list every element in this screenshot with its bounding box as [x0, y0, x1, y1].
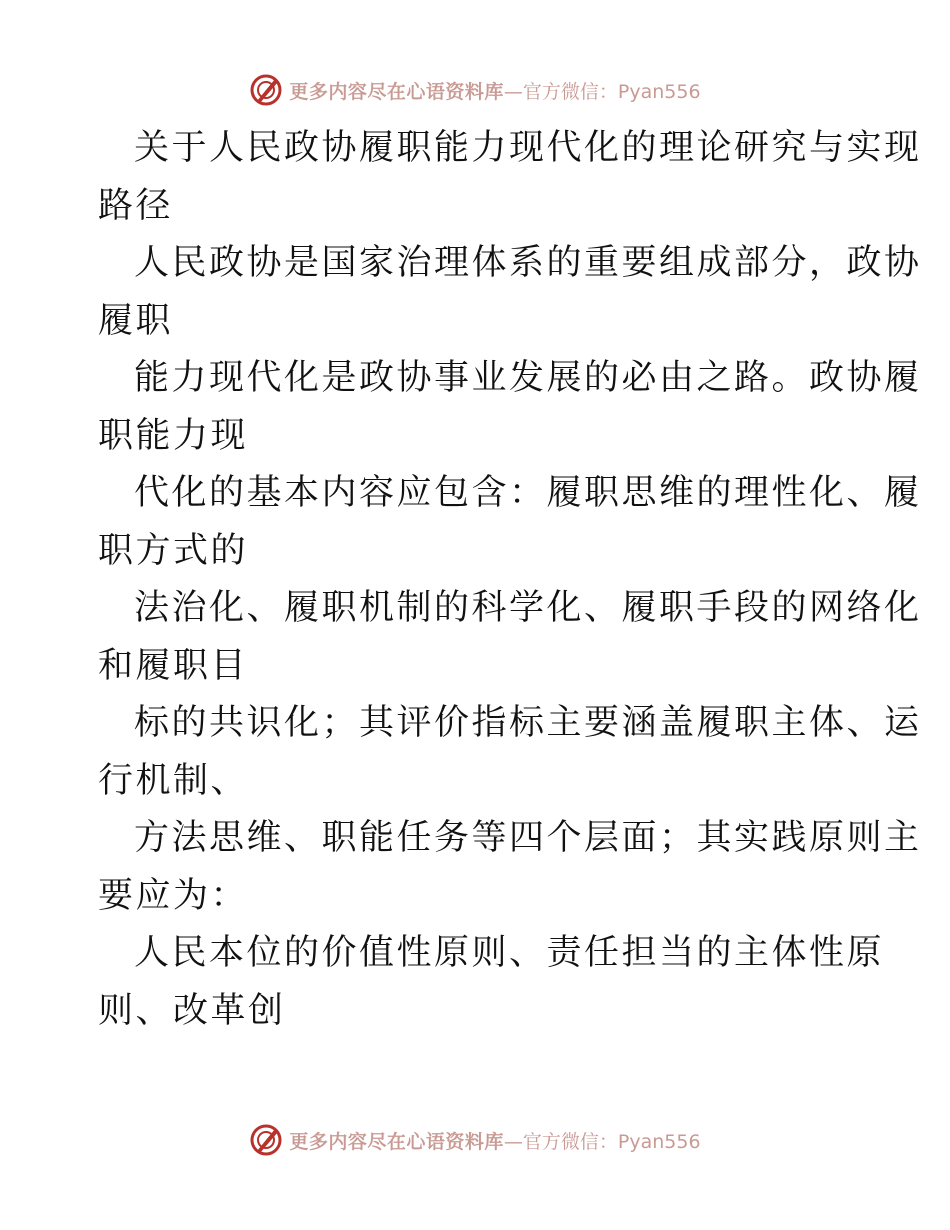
- paragraph-line: 职能力现: [98, 415, 249, 456]
- paragraph-line: 要应为：: [98, 875, 249, 916]
- paragraph-line: 标的共识化；其评价指标主要涵盖履职主体、运: [134, 703, 922, 743]
- paragraph-line: 职方式的: [98, 530, 249, 571]
- title-line-2: 路径: [98, 185, 174, 226]
- paragraph-line: 能力现代化是政协事业发展的必由之路。政协履: [134, 358, 922, 398]
- wechat-text: —官方微信：Pyan556: [503, 1130, 701, 1153]
- paragraph-line: 履职: [98, 300, 174, 341]
- paragraph-line: 则、改革创: [98, 990, 286, 1031]
- banner-text: 更多内容尽在心语资料库: [289, 1130, 504, 1153]
- pen-seal-logo-icon: [249, 73, 283, 107]
- document-body: [98, 120, 922, 1040]
- footer-banner: [0, 1120, 950, 1160]
- paragraph-line: 方法思维、职能任务等四个层面；其实践原则主: [134, 818, 922, 858]
- title-line-1: 关于人民政协履职能力现代化的理论研究与实现: [134, 128, 922, 168]
- paragraph-line: 代化的基本内容应包含：履职思维的理性化、履: [134, 473, 922, 513]
- wechat-text: —官方微信：Pyan556: [503, 80, 701, 103]
- banner-text: 更多内容尽在心语资料库: [289, 80, 504, 103]
- paragraph-line: 法治化、履职机制的科学化、履职手段的网络化: [134, 588, 922, 628]
- paragraph-line: 和履职目: [98, 645, 249, 686]
- paragraph-line: 人民本位的价值性原则、责任担当的主体性原: [134, 933, 885, 973]
- pen-seal-logo-icon: [249, 1123, 283, 1157]
- header-banner: [0, 70, 950, 110]
- paragraph-line: 行机制、: [98, 760, 249, 801]
- paragraph-line: 人民政协是国家治理体系的重要组成部分，政协: [134, 243, 922, 283]
